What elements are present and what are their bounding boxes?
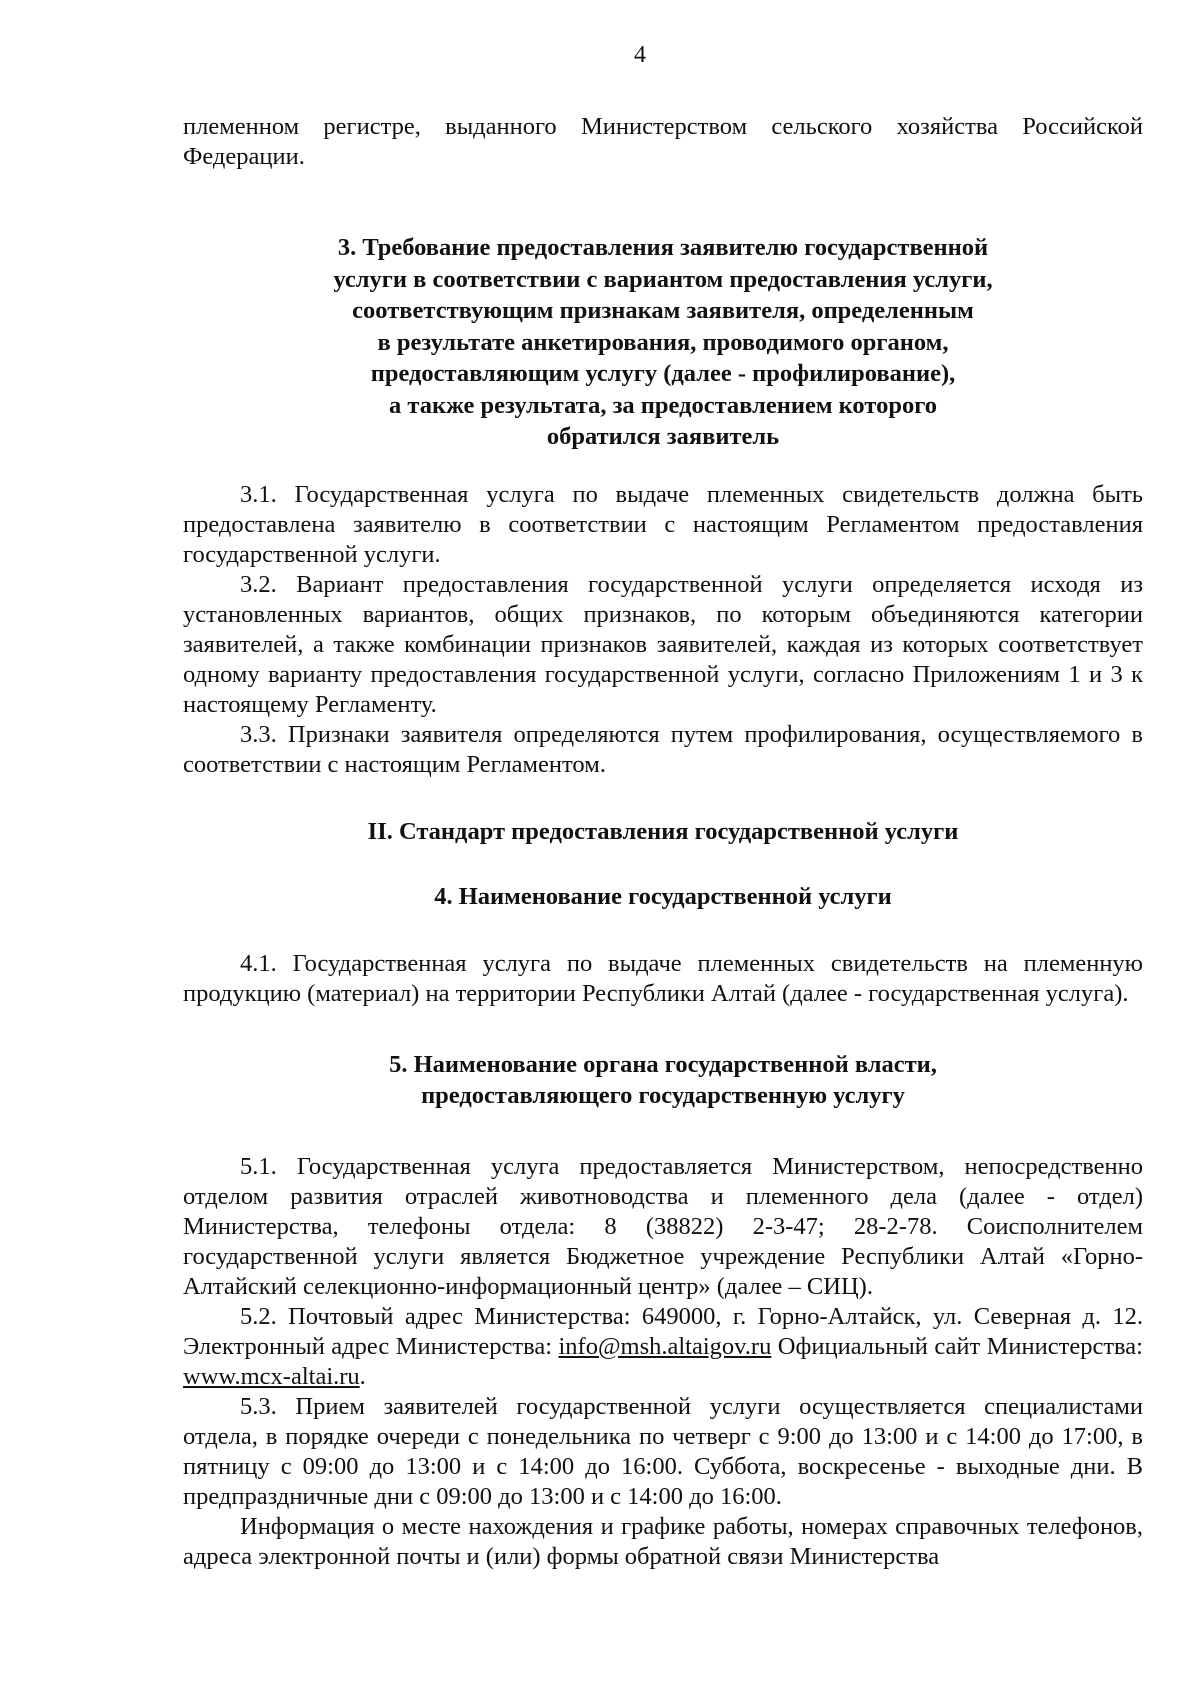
paragraph-5-2-text: Официальный сайт Министерства: <box>771 1332 1143 1360</box>
paragraph-5-2-text: . <box>359 1362 366 1390</box>
paragraph-3-1: 3.1. Государственная услуга по выдаче племенных свидетельств должна быть предоставлена заявителю в соответствии с настоящим Регламентом предоставления государственной услуги. <box>183 480 1143 568</box>
section-5-heading <box>183 1049 1143 1112</box>
paragraph-5-2 <box>183 1302 1143 1392</box>
ministry-email-link[interactable]: info@msh.altaigov.ru <box>558 1332 772 1360</box>
section-5-heading-line: 5. Наименование органа государственной власти, <box>389 1050 937 1078</box>
section-3-heading-line: обратился заявитель <box>546 423 780 450</box>
paragraph-5-2-text: 5.2. Почтовый адрес Министерства: 649000, г. Горно-Алтайск, ул. Северная д. 12. Электронный адрес Министерства: <box>183 1302 1143 1360</box>
paragraph-3-2: 3.2. Вариант предоставления государственной услуги определяется исходя из установленных вариантов, общих признаков, по которым объединяются категории заявителей, а также комбинации признаков заявителей, каждая из которых соответствует одному варианту предоставления государственной услуги, согласно Приложениям 1 и 3 к настоящему Регламенту. <box>183 570 1143 718</box>
section-4-heading: 4. Наименование государственной услуги <box>434 883 892 910</box>
paragraph-5-1: 5.1. Государственная услуга предоставляется Министерством, непосредственно отделом развития отраслей животноводства и племенного дела (далее - отдел) Министерства, телефоны отдела: 8 (38822) 2-3-47; 28-2-78. Соисполнителем государственной услуги является Бюджетное учреждение Республики Алтай «Горно-Алтайский селекционно-информационный центр» (далее – СИЦ). <box>183 1152 1143 1300</box>
intro-paragraph: племенном регистре, выданного Министерством сельского хозяйства Российской Федерации. <box>183 113 1143 170</box>
section-3-heading-line: в результате анкетирования, проводимого органом, <box>377 328 949 356</box>
paragraph-4-1: 4.1. Государственная услуга по выдаче племенных свидетельств на племенную продукцию (материал) на территории Республики Алтай (далее - государственная услуга). <box>183 949 1143 1007</box>
section-5-heading-line: предоставляющего государственную услугу <box>421 1082 905 1109</box>
part-2-heading: II. Стандарт предоставления государственной услуги <box>367 817 959 845</box>
section-3-heading-line: 3. Требование предоставления заявителю государственной <box>337 234 989 261</box>
section-3-heading-line: а также результата, за предоставлением которого <box>389 391 937 419</box>
ministry-website-link[interactable]: www.mcx-altai.ru <box>183 1362 360 1390</box>
section-3-heading <box>183 232 1143 453</box>
page-number: 4 <box>634 42 646 68</box>
paragraph-5-3: 5.3. Прием заявителей государственной услуги осуществляется специалистами отдела, в порядке очереди с понедельника по четверг с 9:00 до 13:00 и с 14:00 до 17:00, в пятницу с 09:00 до 13:00 и с 14:00 до 16:00. Суббота, воскресенье - выходные дни. В предпраздничные дни с 09:00 до 13:00 и с 14:00 до 16:00. <box>183 1392 1143 1510</box>
section-3-heading-line: предоставляющим услугу (далее - профилирование), <box>370 360 956 387</box>
section-3-heading-line: соответствующим признакам заявителя, определенным <box>352 297 974 324</box>
paragraph-contact-info: Информация о месте нахождения и графике работы, номерах справочных телефонов, адреса электронной почты и (или) формы обратной связи Министерства <box>183 1512 1143 1570</box>
section-3-heading-line: услуги в соответствии с вариантом предоставления услуги, <box>333 265 993 293</box>
document-body <box>183 112 1143 1572</box>
paragraph-3-3: 3.3. Признаки заявителя определяются путем профилирования, осуществляемого в соответствии с настоящим Регламентом. <box>183 720 1143 778</box>
